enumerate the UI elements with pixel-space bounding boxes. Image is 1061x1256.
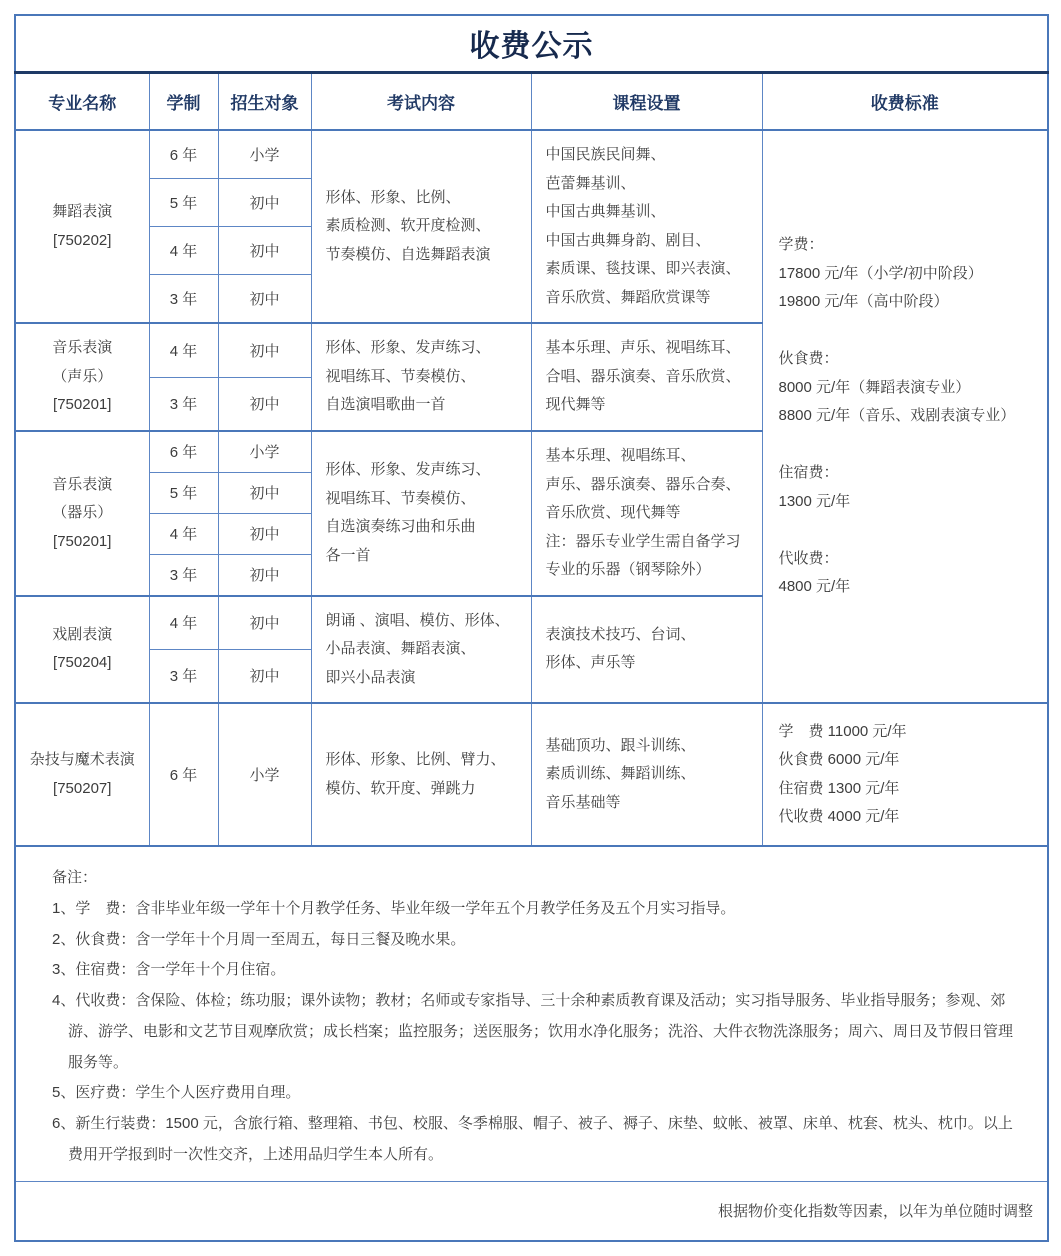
target-cell: 初中: [218, 275, 311, 323]
table-row: [15, 703, 1048, 846]
target-cell: 初中: [218, 554, 311, 595]
table-row: [15, 1181, 1048, 1241]
courses-cell-instrumental: 基本乐理、视唱练耳、 声乐、器乐演奏、器乐合奏、 音乐欣赏、现代舞等 注：器乐专业学生需自备学习 专业的乐器（钢琴除外）: [531, 431, 762, 596]
col-header-target: 招生对象: [218, 72, 311, 130]
exam-cell-drama: 朗诵 、演唱、模仿、形体、 小品表演、舞蹈表演、 即兴小品表演: [311, 596, 531, 704]
target-cell: 初中: [218, 472, 311, 513]
target-cell: 小学: [218, 130, 311, 178]
col-header-major: 专业名称: [15, 72, 149, 130]
col-header-exam: 考试内容: [311, 72, 531, 130]
duration-cell: 4 年: [149, 513, 218, 554]
duration-cell: 6 年: [149, 431, 218, 472]
major-cell-instrumental: 音乐表演 （器乐） [750201]: [15, 431, 149, 596]
duration-cell: 4 年: [149, 323, 218, 377]
duration-cell: 5 年: [149, 472, 218, 513]
duration-cell: 3 年: [149, 275, 218, 323]
courses-cell-drama: 表演技术技巧、台词、 形体、声乐等: [531, 596, 762, 704]
footer-note: 根据物价变化指数等因素，以年为单位随时调整: [15, 1181, 1048, 1241]
duration-cell: 6 年: [149, 703, 218, 846]
target-cell: 初中: [218, 178, 311, 226]
fees-cell-merged: 学费： 17800 元/年（小学/初中阶段） 19800 元/年（高中阶段） 伙食费： 8000 元/年（舞蹈表演专业） 8800 元/年（音乐、戏剧表演专业） 住宿费： 1300 元/年 代收费： 4800 元/年: [762, 130, 1048, 703]
col-header-duration: 学制: [149, 72, 218, 130]
target-cell: 初中: [218, 596, 311, 650]
major-cell-acrobatics: 杂技与魔术表演 [750207]: [15, 703, 149, 846]
exam-cell-acrobatics: 形体、形象、比例、臂力、 模仿、软开度、弹跳力: [311, 703, 531, 846]
exam-cell-instrumental: 形体、形象、发声练习、 视唱练耳、节奏模仿、 自选演奏练习曲和乐曲 各一首: [311, 431, 531, 596]
fees-cell-acrobatics: 学 费 11000 元/年 伙食费 6000 元/年 住宿费 1300 元/年 代收费 4000 元/年: [762, 703, 1048, 846]
duration-cell: 3 年: [149, 377, 218, 431]
table-row: [15, 846, 1048, 1181]
exam-cell-vocal: 形体、形象、发声练习、 视唱练耳、节奏模仿、 自选演唱歌曲一首: [311, 323, 531, 431]
notes-cell: [15, 846, 1048, 1181]
target-cell: 初中: [218, 649, 311, 703]
duration-cell: 4 年: [149, 227, 218, 275]
target-cell: 初中: [218, 377, 311, 431]
notes-list: 1、学 费：含非毕业年级一学年十个月教学任务、毕业年级一学年五个月教学任务及五个月实习指导。 2、伙食费：含一学年十个月周一至周五，每日三餐及晚水果。 3、住宿费：含一学年十个月住宿。 4、代收费：含保险、体检；练功服；课外读物；教材；名师或专家指导、三十余种素质教育课及活动；实习指导服务、毕业指导服务；参观、郊游、游学、电影和文艺节目观摩欣赏；成长档案；监控服务；送医服务；饮用水净化服务；洗浴、大件衣物洗涤服务；周六、周日及节假日管理服务等。 5、医疗费：学生个人医疗费用自理。 6、新生行装费：1500 元，含旅行箱、整理箱、书包、校服、冬季棉服、帽子、被子、褥子、床垫、蚊帐、被罩、床单、枕套、枕头、枕巾。以上费用开学报到时一次性交齐，上述用品归学生本人所有。: [52, 899, 1014, 1163]
fee-table: [14, 14, 1049, 1242]
target-cell: 小学: [218, 431, 311, 472]
table-row: [15, 130, 1048, 178]
courses-cell-vocal: 基本乐理、声乐、视唱练耳、 合唱、器乐演奏、音乐欣赏、 现代舞等: [531, 323, 762, 431]
duration-cell: 3 年: [149, 649, 218, 703]
target-cell: 初中: [218, 227, 311, 275]
duration-cell: 6 年: [149, 130, 218, 178]
courses-cell-dance: 中国民族民间舞、 芭蕾舞基训、 中国古典舞基训、 中国古典舞身韵、剧目、 素质课、毯技课、即兴表演、 音乐欣赏、舞蹈欣赏课等: [531, 130, 762, 323]
major-cell-dance: 舞蹈表演 [750202]: [15, 130, 149, 323]
page-title: 收费公示: [469, 30, 594, 64]
col-header-fees: 收费标准: [762, 72, 1048, 130]
duration-cell: 3 年: [149, 554, 218, 595]
courses-cell-acrobatics: 基础顶功、跟斗训练、 素质训练、舞蹈训练、 音乐基础等: [531, 703, 762, 846]
major-cell-drama: 戏剧表演 [750204]: [15, 596, 149, 704]
target-cell: 初中: [218, 513, 311, 554]
target-cell: 小学: [218, 703, 311, 846]
duration-cell: 4 年: [149, 596, 218, 650]
notes-heading: 备注：: [52, 869, 98, 886]
col-header-courses: 课程设置: [531, 72, 762, 130]
exam-cell-dance: 形体、形象、比例、 素质检测、软开度检测、 节奏模仿、自选舞蹈表演: [311, 130, 531, 323]
duration-cell: 5 年: [149, 178, 218, 226]
target-cell: 初中: [218, 323, 311, 377]
major-cell-vocal: 音乐表演 （声乐） [750201]: [15, 323, 149, 431]
